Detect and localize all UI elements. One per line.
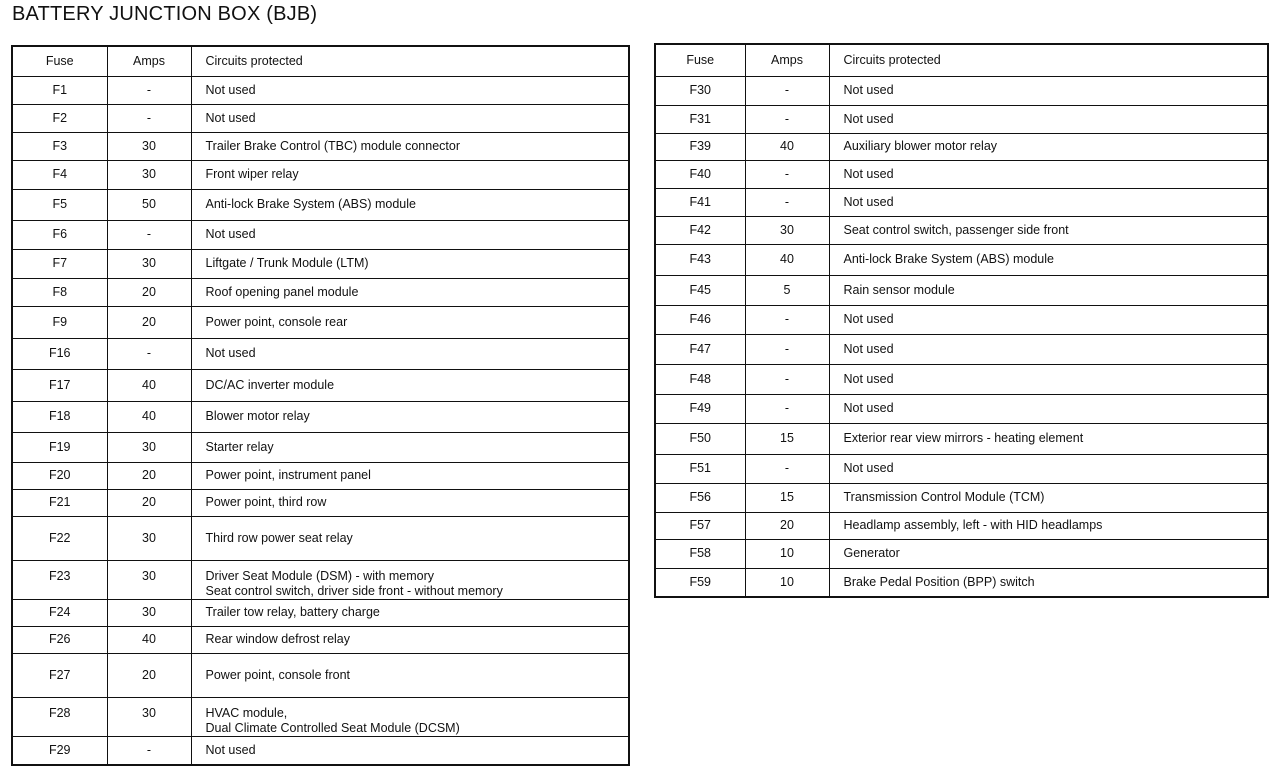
circuits-protected: [829, 160, 1268, 188]
circuit-line: Not used: [843, 341, 894, 356]
circuits-protected: [191, 278, 629, 306]
circuits-protected: [191, 249, 629, 278]
fuse-amps: -: [745, 364, 829, 394]
fuse-row: [12, 653, 629, 697]
fuse-id: F7: [12, 249, 107, 278]
circuits-protected: [191, 160, 629, 189]
circuits-protected: [191, 220, 629, 249]
fuse-amps: 40: [745, 244, 829, 275]
circuit-line: Not used: [843, 83, 894, 97]
fuse-id: F9: [12, 306, 107, 338]
fuse-amps: 30: [107, 697, 191, 736]
fuse-id: F47: [655, 334, 745, 364]
circuit-line: Exterior rear view mirrors - heating element: [843, 431, 1084, 445]
circuits-protected: [191, 76, 629, 104]
circuits-protected: [829, 394, 1268, 423]
fuse-row: [12, 249, 629, 278]
circuit-line: Power point, console front: [205, 667, 351, 682]
fuse-amps: 30: [107, 560, 191, 599]
fuse-amps: 10: [745, 568, 829, 597]
fuse-row: [655, 133, 1268, 160]
fuse-row: [12, 220, 629, 249]
fuse-amps: 5: [745, 275, 829, 305]
fuse-id: F39: [655, 133, 745, 160]
fuse-id: F56: [655, 483, 745, 512]
page-title: BATTERY JUNCTION BOX (BJB): [12, 3, 318, 25]
fuse-row: [12, 104, 629, 132]
fuse-id: F6: [12, 220, 107, 249]
circuit-line: Brake Pedal Position (BPP) switch: [843, 574, 1035, 589]
header-row: [12, 46, 629, 76]
fuse-id: F17: [12, 369, 107, 401]
fuse-row: [655, 188, 1268, 216]
circuits-protected: [191, 697, 629, 736]
circuit-line: Auxiliary blower motor relay: [843, 139, 998, 153]
circuit-line: Transmission Control Module (TCM): [843, 490, 1045, 504]
fuse-amps: -: [107, 736, 191, 765]
fuse-row: [12, 736, 629, 765]
fuse-id: F3: [12, 132, 107, 160]
fuse-id: F50: [655, 423, 745, 454]
circuits-protected: [829, 512, 1268, 539]
fuse-amps: 40: [107, 626, 191, 653]
fuse-amps: 15: [745, 423, 829, 454]
fuse-id: F8: [12, 278, 107, 306]
fuse-amps: 30: [107, 249, 191, 278]
fuse-amps: 30: [107, 599, 191, 626]
circuit-line: Not used: [205, 82, 256, 97]
fuse-row: [655, 568, 1268, 597]
fuse-amps: 30: [745, 216, 829, 244]
header-amps: Amps: [745, 44, 829, 76]
fuse-id: F4: [12, 160, 107, 189]
circuits-protected: [191, 560, 629, 599]
fuse-amps: 20: [107, 278, 191, 306]
fuse-id: F43: [655, 244, 745, 275]
fuse-id: F49: [655, 394, 745, 423]
fuse-id: F5: [12, 189, 107, 220]
circuit-line: Liftgate / Trunk Module (LTM): [205, 256, 369, 270]
circuits-protected: [191, 369, 629, 401]
circuits-protected: [829, 539, 1268, 568]
fuse-row: [12, 132, 629, 160]
fuse-row: [12, 278, 629, 306]
circuit-line: Not used: [843, 461, 894, 475]
circuit-line: Anti-lock Brake System (ABS) module: [843, 252, 1054, 266]
fuse-id: F41: [655, 188, 745, 216]
fuse-amps: 40: [107, 401, 191, 432]
circuit-line: DC/AC inverter module: [205, 377, 335, 392]
fuse-row: [12, 76, 629, 104]
circuit-line: Not used: [843, 401, 894, 415]
circuits-protected: [191, 132, 629, 160]
fuse-amps: 30: [107, 132, 191, 160]
circuit-line: Trailer Brake Control (TBC) module connector: [205, 138, 460, 153]
fuse-id: F42: [655, 216, 745, 244]
header-circuits: Circuits protected: [191, 46, 629, 76]
fuse-id: F2: [12, 104, 107, 132]
fuse-table-left: [11, 45, 630, 766]
circuit-line: Not used: [843, 312, 894, 326]
circuits-protected: [191, 306, 629, 338]
fuse-row: [655, 483, 1268, 512]
fuse-id: F31: [655, 105, 745, 133]
fuse-row: [12, 697, 629, 736]
fuse-row: [12, 462, 629, 489]
circuits-protected: [829, 105, 1268, 133]
circuits-protected: [191, 489, 629, 516]
circuit-line: HVAC module,: [205, 705, 288, 720]
fuse-amps: -: [745, 76, 829, 105]
fuse-row: [12, 626, 629, 653]
fuse-row: [12, 516, 629, 560]
circuit-line: Seat control switch, passenger side front: [843, 222, 1069, 237]
circuits-protected: [191, 599, 629, 626]
fuse-row: [12, 338, 629, 369]
circuits-protected: [191, 401, 629, 432]
fuse-amps: 50: [107, 189, 191, 220]
fuse-row: [12, 560, 629, 599]
circuit-line: Anti-lock Brake System (ABS) module: [205, 197, 416, 211]
circuit-line: Not used: [843, 371, 894, 386]
fuse-amps: 20: [107, 653, 191, 697]
fuse-id: F23: [12, 560, 107, 599]
fuse-amps: 30: [107, 160, 191, 189]
circuits-protected: [191, 736, 629, 765]
fuse-id: F21: [12, 489, 107, 516]
circuits-protected: [829, 568, 1268, 597]
fuse-row: [12, 306, 629, 338]
header-circuits: Circuits protected: [829, 44, 1268, 76]
fuse-amps: -: [745, 305, 829, 334]
fuse-row: [655, 512, 1268, 539]
circuits-protected: [829, 305, 1268, 334]
fuse-id: F45: [655, 275, 745, 305]
fuse-amps: -: [107, 104, 191, 132]
circuits-protected: [191, 626, 629, 653]
fuse-amps: -: [745, 105, 829, 133]
circuit-line: Not used: [205, 110, 256, 125]
fuse-amps: 40: [745, 133, 829, 160]
circuit-line: Roof opening panel module: [205, 284, 359, 299]
fuse-row: [12, 369, 629, 401]
fuse-row: [655, 105, 1268, 133]
fuse-amps: -: [745, 394, 829, 423]
circuits-protected: [191, 516, 629, 560]
fuse-id: F40: [655, 160, 745, 188]
fuse-row: [655, 76, 1268, 105]
fuse-amps: 30: [107, 516, 191, 560]
circuit-line: Power point, console rear: [205, 314, 348, 329]
fuse-row: [655, 454, 1268, 483]
fuse-id: F57: [655, 512, 745, 539]
fuse-amps: -: [745, 334, 829, 364]
fuse-id: F28: [12, 697, 107, 736]
fuse-row: [655, 364, 1268, 394]
circuits-protected: [829, 133, 1268, 160]
circuits-protected: [829, 454, 1268, 483]
fuse-id: F1: [12, 76, 107, 104]
fuse-id: F24: [12, 599, 107, 626]
circuits-protected: [829, 334, 1268, 364]
circuit-line: Starter relay: [205, 439, 274, 454]
circuit-line: Not used: [843, 111, 894, 126]
circuit-line: Trailer tow relay, battery charge: [205, 605, 380, 619]
fuse-row: [655, 275, 1268, 305]
header-fuse: Fuse: [655, 44, 745, 76]
circuits-protected: [829, 216, 1268, 244]
circuit-line: Third row power seat relay: [205, 530, 353, 545]
fuse-row: [655, 394, 1268, 423]
fuse-id: F16: [12, 338, 107, 369]
circuit-line: Not used: [843, 166, 894, 181]
header-fuse: Fuse: [12, 46, 107, 76]
header-amps: Amps: [107, 46, 191, 76]
fuse-row: [655, 244, 1268, 275]
fuse-amps: 30: [107, 432, 191, 462]
circuit-line: Front wiper relay: [205, 167, 299, 181]
circuit-line: Power point, instrument panel: [205, 468, 371, 482]
circuits-protected: [191, 338, 629, 369]
fuse-id: F22: [12, 516, 107, 560]
fuse-row: [655, 539, 1268, 568]
fuse-row: [12, 189, 629, 220]
fuse-amps: 40: [107, 369, 191, 401]
circuits-protected: [829, 275, 1268, 305]
circuit-line: Blower motor relay: [205, 409, 310, 423]
fuse-amps: 20: [107, 489, 191, 516]
fuse-row: [655, 160, 1268, 188]
fuse-amps: -: [107, 76, 191, 104]
fuse-amps: -: [745, 160, 829, 188]
fuse-id: F58: [655, 539, 745, 568]
circuit-line: Generator: [843, 546, 900, 560]
circuits-protected: [191, 653, 629, 697]
fuse-id: F46: [655, 305, 745, 334]
circuit-line: Seat control switch, driver side front - without memory: [205, 583, 503, 598]
circuit-line: Rain sensor module: [843, 282, 955, 297]
fuse-row: [655, 423, 1268, 454]
circuit-line: Rear window defrost relay: [205, 632, 351, 646]
circuits-protected: [191, 104, 629, 132]
circuit-line: Power point, third row: [205, 495, 327, 509]
circuits-protected: [829, 188, 1268, 216]
fuse-amps: 15: [745, 483, 829, 512]
circuit-line: Not used: [205, 346, 256, 360]
circuits-protected: [191, 189, 629, 220]
fuse-table-right: [654, 43, 1269, 598]
circuits-protected: [829, 364, 1268, 394]
fuse-amps: 10: [745, 539, 829, 568]
circuit-line: Headlamp assembly, left - with HID headlamps: [843, 518, 1103, 532]
fuse-amps: 20: [107, 462, 191, 489]
circuits-protected: [191, 462, 629, 489]
fuse-amps: -: [745, 454, 829, 483]
circuits-protected: [191, 432, 629, 462]
fuse-id: F59: [655, 568, 745, 597]
fuse-row: [655, 216, 1268, 244]
fuse-row: [655, 305, 1268, 334]
fuse-row: [12, 599, 629, 626]
fuse-id: F26: [12, 626, 107, 653]
circuit-line: Not used: [205, 742, 256, 757]
fuse-row: [12, 432, 629, 462]
fuse-amps: 20: [745, 512, 829, 539]
fuse-id: F48: [655, 364, 745, 394]
circuit-line: Driver Seat Module (DSM) - with memory: [205, 568, 435, 583]
fuse-id: F19: [12, 432, 107, 462]
fuse-amps: -: [107, 220, 191, 249]
circuits-protected: [829, 244, 1268, 275]
fuse-row: [12, 160, 629, 189]
fuse-id: F18: [12, 401, 107, 432]
fuse-amps: -: [745, 188, 829, 216]
fuse-amps: -: [107, 338, 191, 369]
circuit-line: Not used: [205, 227, 256, 241]
circuits-protected: [829, 76, 1268, 105]
fuse-row: [12, 489, 629, 516]
circuits-protected: [829, 483, 1268, 512]
fuse-id: F29: [12, 736, 107, 765]
fuse-row: [12, 401, 629, 432]
fuse-id: F20: [12, 462, 107, 489]
circuit-line: Dual Climate Controlled Seat Module (DCSM): [205, 720, 460, 735]
fuse-amps: 20: [107, 306, 191, 338]
fuse-id: F51: [655, 454, 745, 483]
fuse-id: F27: [12, 653, 107, 697]
circuits-protected: [829, 423, 1268, 454]
circuit-line: Not used: [843, 194, 894, 209]
header-row: [655, 44, 1268, 76]
fuse-id: F30: [655, 76, 745, 105]
fuse-row: [655, 334, 1268, 364]
